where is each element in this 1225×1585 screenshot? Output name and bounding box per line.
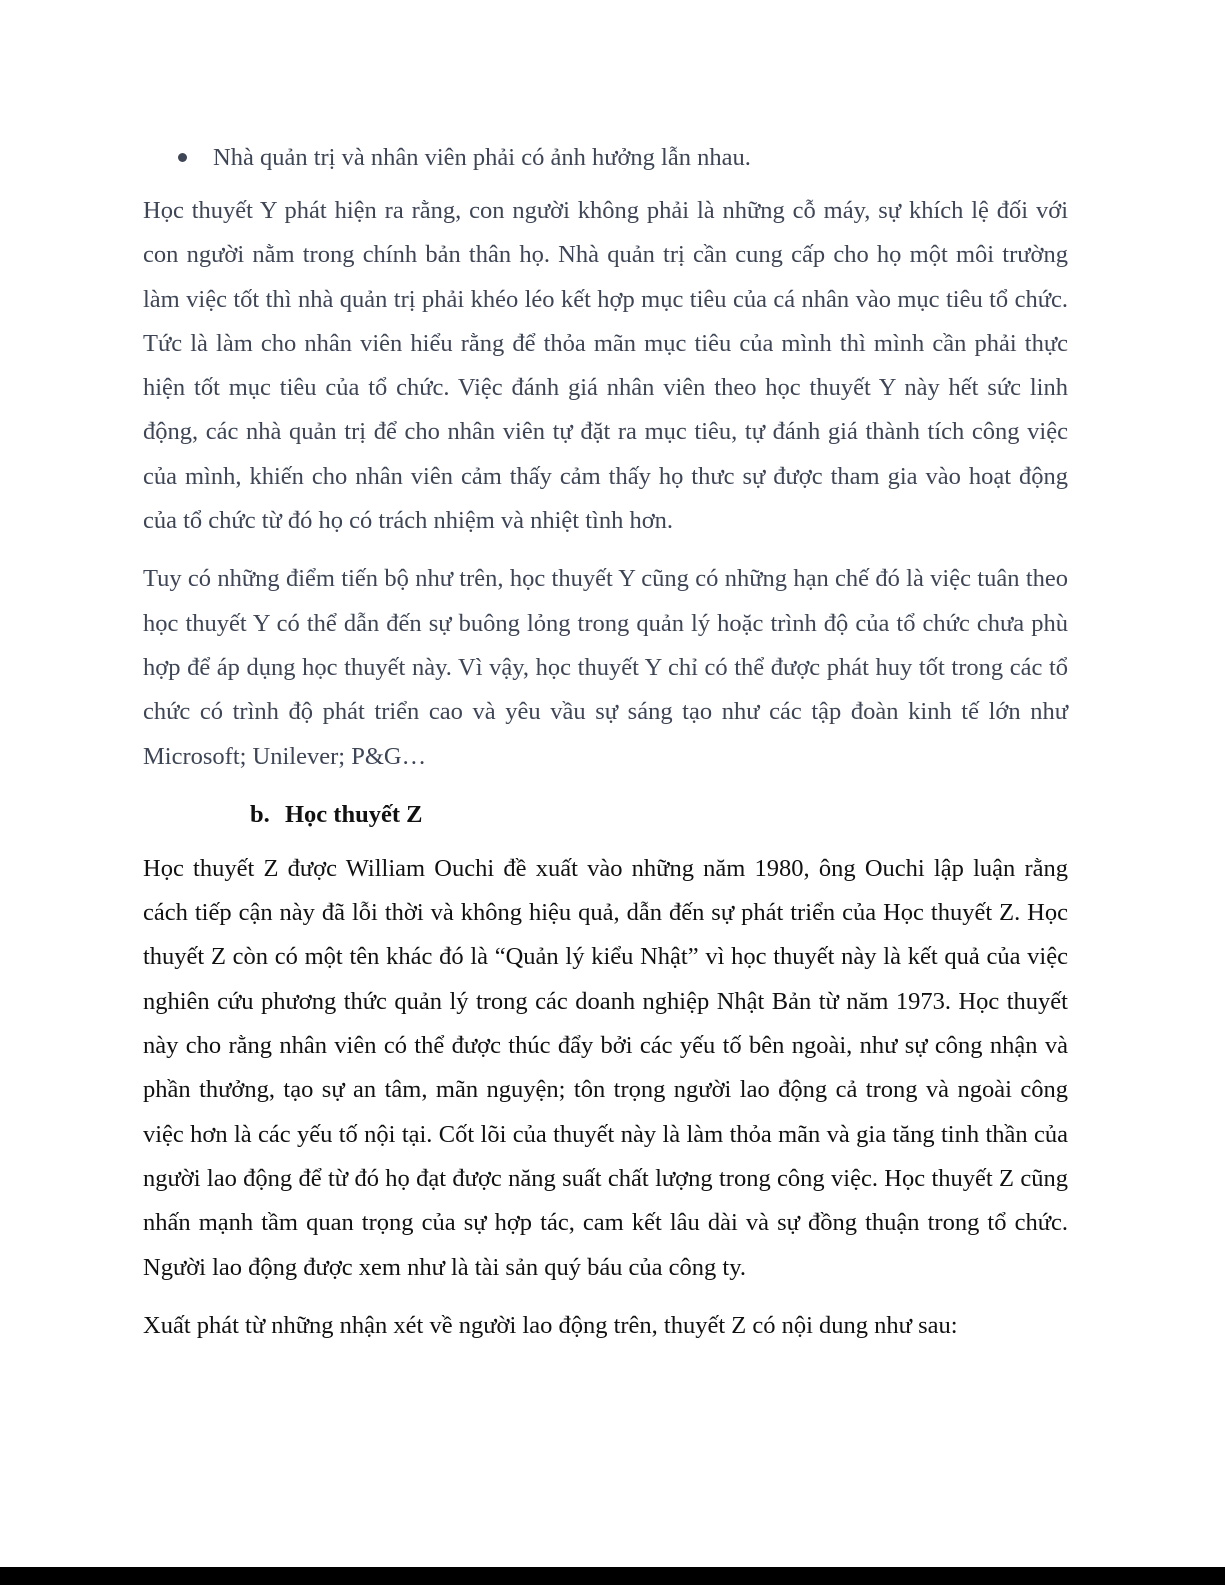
paragraph-theory-y-limitations: Tuy có những điểm tiến bộ như trên, học thuyết Y cũng có những hạn chế đó là việc tuân theo học thuyết Y có thể dẫn đến sự buông lỏng trong quản lý hoặc trình độ của tổ chức chưa phù hợp để áp dụng học thuyết này. Vì vậy, học thuyết Y chỉ có thể được phát huy tốt trong các tổ chức có trình độ phát triển cao và yêu vầu sự sáng tạo như các tập đoàn kinh tế lớn như Microsoft; Unilever; P&G… [143,565,1068,770]
page-content [143,140,1068,1362]
section-heading-theory-z [143,793,1068,837]
bullet-item [143,140,1068,176]
bullet-list [143,140,1068,176]
paragraph-theory-z-description: Học thuyết Z được William Ouchi đề xuất vào những năm 1980, ông Ouchi lập luận rằng cách tiếp cận này đã lỗi thời và không hiệu quả, dẫn đến sự phát triển của Học thuyết Z. Học thuyết Z còn có một tên khác đó là “Quản lý kiểu Nhật” vì học thuyết này là kết quả của việc nghiên cứu phương thức quản lý trong các doanh nghiệp Nhật Bản từ năm 1973. Học thuyết này cho rằng nhân viên có thể được thúc đẩy bởi các yếu tố bên ngoài, như sự công nhận và phần thưởng, tạo sự an tâm, mãn nguyện; tôn trọng người lao động cả trong và ngoài công việc hơn là các yếu tố nội tại. Cốt lõi của thuyết này là làm thỏa mãn và gia tăng tinh thần của người lao động để từ đó họ đạt được năng suất chất lượng trong công việc. Học thuyết Z cũng nhấn mạnh tầm quan trọng của sự hợp tác, cam kết lâu dài và sự đồng thuận trong tổ chức. Người lao động được xem như là tài sản quý báu của công ty. [143,854,1068,1281]
heading-text: Học thuyết Z [285,800,423,828]
paragraph-theory-z-intro: Xuất phát từ những nhận xét về người lao động trên, thuyết Z có nội dung như sau: [143,1311,958,1339]
bullet-dot-icon [178,153,187,162]
page-bottom-border [0,1567,1225,1585]
paragraph-theory-y-description: Học thuyết Y phát hiện ra rằng, con người không phải là những cỗ máy, sự khích lệ đối với con người nằm trong chính bản thân họ. Nhà quản trị cần cung cấp cho họ một môi trường làm việc tốt thì nhà quản trị phải khéo léo kết hợp mục tiêu của cá nhân vào mục tiêu tổ chức. Tức là làm cho nhân viên hiểu rằng để thỏa mãn mục tiêu của mình thì mình cần phải thực hiện tốt mục tiêu của tổ chức. Việc đánh giá nhân viên theo học thuyết Y này hết sức linh động, các nhà quản trị để cho nhân viên tự đặt ra mục tiêu, tự đánh giá thành tích công việc của mình, khiến cho nhân viên cảm thấy cảm thấy họ thưc sự được tham gia vào hoạt động của tổ chức từ đó họ có trách nhiệm và nhiệt tình hơn. [143,197,1068,535]
heading-marker: b. [250,800,270,828]
bullet-text: Nhà quản trị và nhân viên phải có ảnh hưởng lẫn nhau. [213,144,751,171]
